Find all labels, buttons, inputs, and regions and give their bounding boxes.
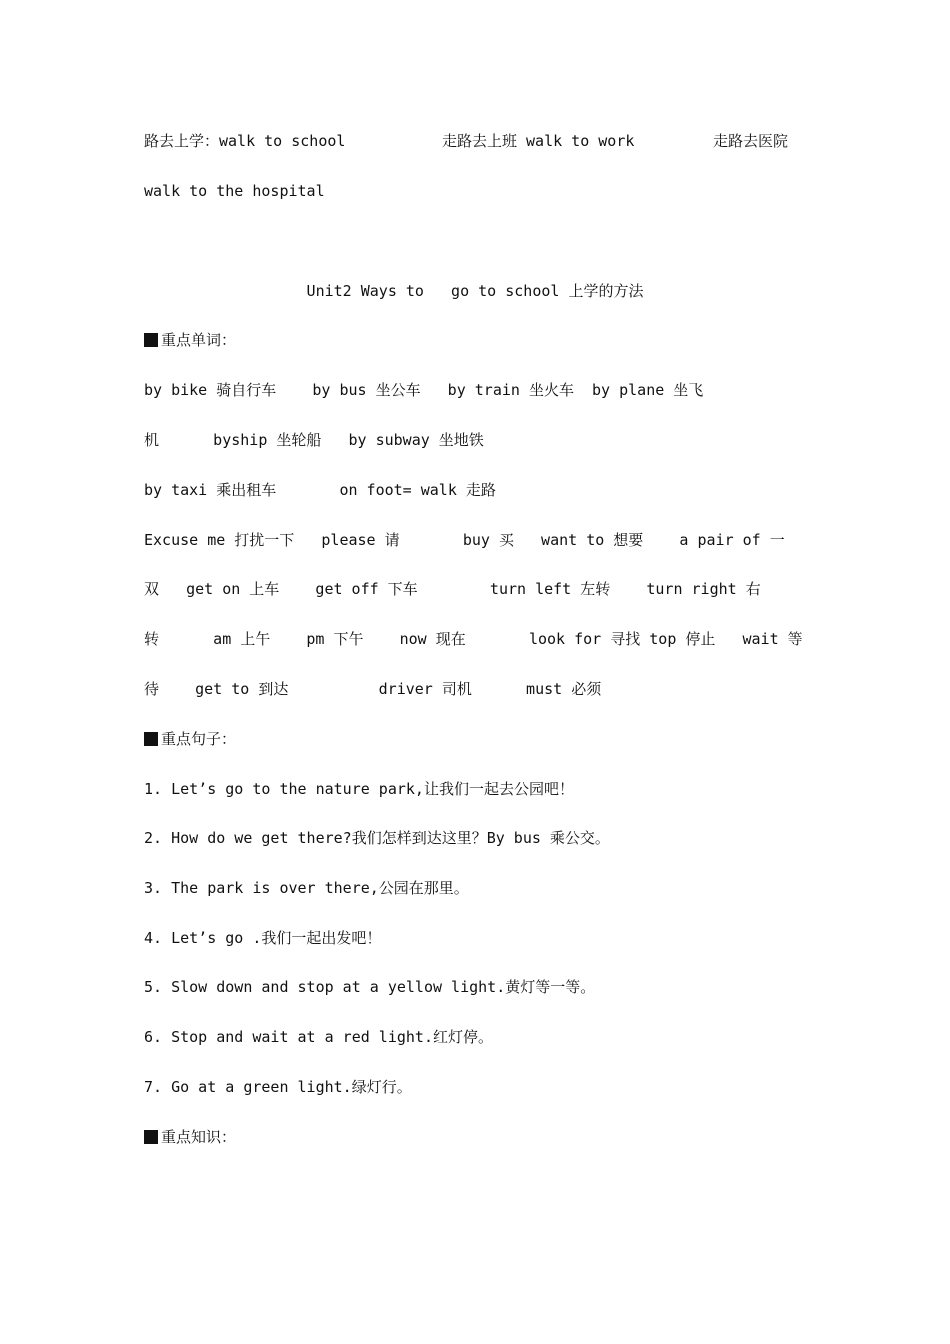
vocab-line: by taxi 乘出租车 on foot= walk 走路 <box>144 481 496 499</box>
sentence-item: 7. Go at a green light.绿灯行。 <box>144 1078 412 1096</box>
vocab-line: 待 get to 到达 driver 司机 must 必须 <box>144 680 602 698</box>
vocab-heading <box>144 330 236 350</box>
sentence-heading-label: 重点句子： <box>161 730 237 748</box>
knowledge-heading <box>144 1127 236 1147</box>
sentence-item: 5. Slow down and stop at a yellow light.黄灯等一等。 <box>144 978 596 996</box>
sentence-heading <box>144 729 236 749</box>
sentence-item: 3. The park is over there,公园在那里。 <box>144 879 469 897</box>
sentence-item: 1. Let’s go to the nature park,让我们一起去公园吧！ <box>144 780 574 798</box>
vocab-line: Excuse me 打扰一下 please 请 buy 买 want to 想要 a pair of 一 <box>144 531 785 549</box>
square-bullet-icon <box>144 1130 158 1144</box>
sentence-item: 6. Stop and wait at a red light.红灯停。 <box>144 1028 493 1046</box>
sentence-item: 2. How do we get there?我们怎样到达这里？By bus 乘公交。 <box>144 829 610 847</box>
square-bullet-icon <box>144 333 158 347</box>
unit-title: Unit2 Ways to go to school 上学的方法 <box>306 282 644 300</box>
vocab-line: 双 get on 上车 get off 下车 turn left 左转 turn right 右 <box>144 580 761 598</box>
vocab-heading-label: 重点单词： <box>161 331 237 349</box>
intro-walk-to-hospital: walk to the hospital <box>144 182 325 200</box>
knowledge-heading-label: 重点知识： <box>161 1128 237 1146</box>
vocab-line: 机 byship 坐轮船 by subway 坐地铁 <box>144 431 484 449</box>
square-bullet-icon <box>144 732 158 746</box>
vocab-line: by bike 骑自行车 by bus 坐公车 by train 坐火车 by plane 坐飞 <box>144 381 704 399</box>
vocab-line: 转 am 上午 pm 下午 now 现在 look for 寻找 top 停止 wait 等 <box>144 630 803 648</box>
intro-walk-to-hospital-cn: 走路去医院 <box>713 132 789 150</box>
sentence-item: 4. Let’s go .我们一起出发吧！ <box>144 929 382 947</box>
intro-walk-to-work: 走路去上班 walk to work <box>442 132 635 150</box>
intro-walk-to-school: 路去上学：walk to school <box>144 132 346 150</box>
